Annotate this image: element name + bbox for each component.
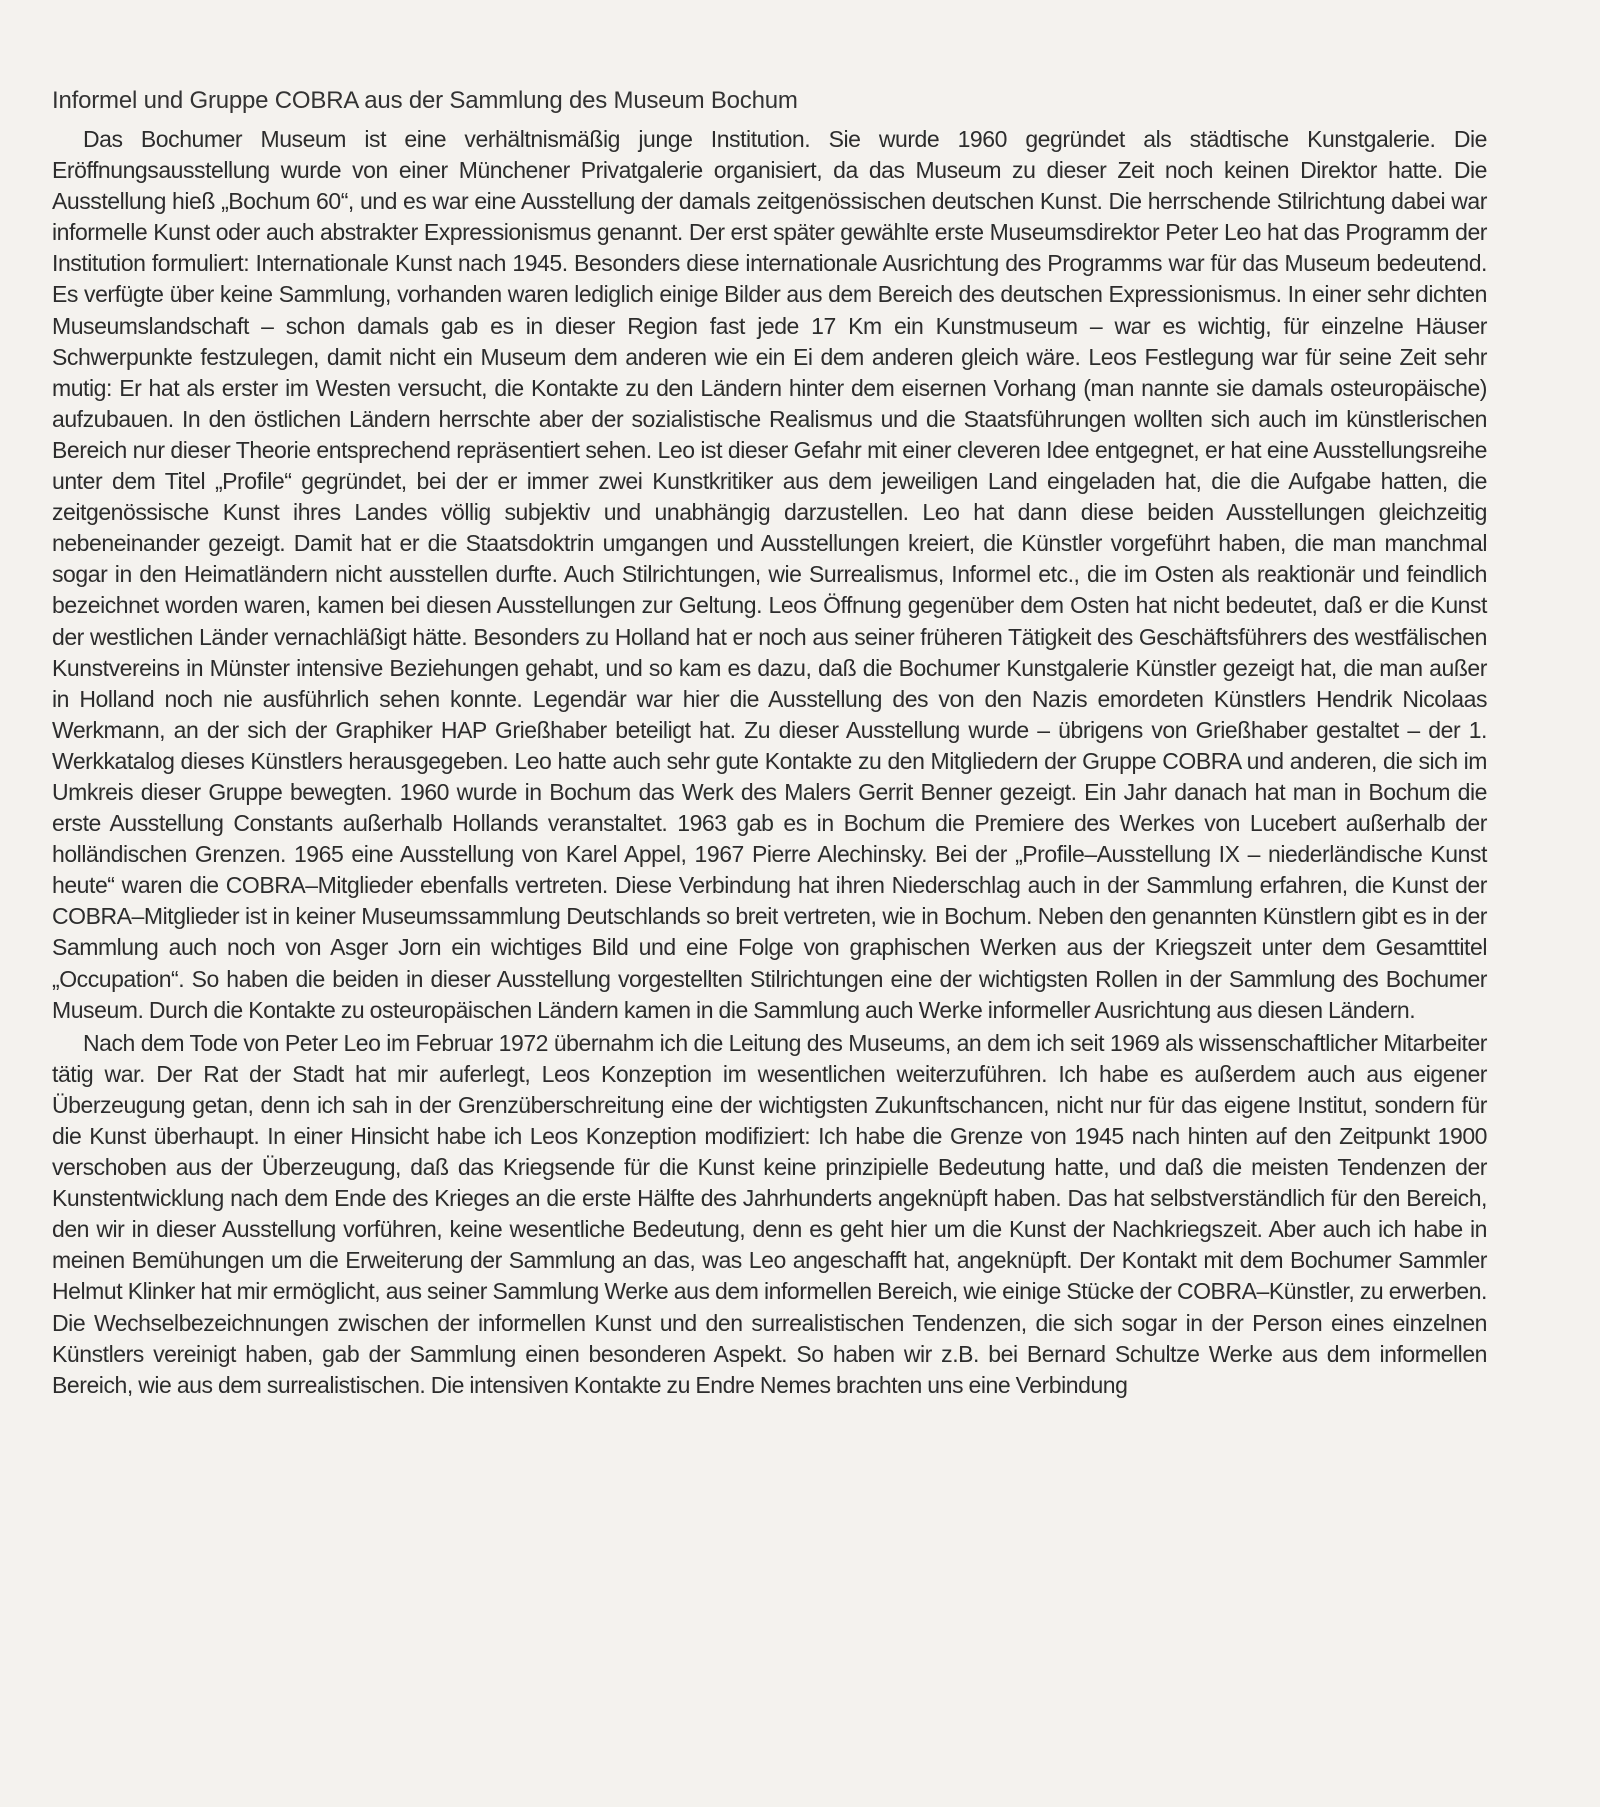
article-title: Informel und Gruppe COBRA aus der Sammlung des Museum Bochum	[52, 87, 798, 114]
body-paragraph-1: Das Bochumer Museum ist eine verhältnismäßig junge Institution. Sie wurde 1960 gegründet als städtische Kunstgalerie. Die Eröffnungsausstellung wurde von einer Münchener Privatgalerie organisiert, da das Museum zu dieser Zeit noch keinen Direktor hatte. Die Ausstellung hieß „Bochum 60“, und es war eine Ausstellung der damals zeitgenössischen deutschen Kunst. Die herrschende Stilrichtung dabei war informelle Kunst oder auch abstrakter Expressionismus genannt. Der erst später gewählte erste Museumsdirektor Peter Leo hat das Programm der Institution formuliert: Internationale Kunst nach 1945. Besonders diese internationale Ausrichtung des Programms war für das Museum bedeutend. Es verfügte über keine Sammlung, vorhanden waren lediglich einige Bilder aus dem Bereich des deutschen Expressionismus. In einer sehr dichten Museumslandschaft – schon damals gab es in dieser Region fast jede 17 Km ein Kunstmuseum – war es wichtig, für einzelne Häuser Schwerpunkte festzulegen, damit nicht ein Museum dem anderen wie ein Ei dem anderen gleich wäre. Leos Festlegung war für seine Zeit sehr mutig: Er hat als erster im Westen versucht, die Kontakte zu den Ländern hinter dem eisernen Vorhang (man nannte sie damals osteuropäische) aufzubauen. In den östlichen Ländern herrschte aber der sozialistische Realismus und die Staatsführungen wollten sich auch im künstlerischen Bereich nur dieser Theorie entsprechend repräsentiert sehen. Leo ist dieser Gefahr mit einer cleveren Idee entgegnet, er hat eine Ausstellungsreihe unter dem Titel „Profile“ gegründet, bei der er immer zwei Kunstkritiker aus dem jeweiligen Land eingeladen hat, die die Aufgabe hatten, die zeitgenössische Kunst ihres Landes völlig subjektiv und unabhängig darzustellen. Leo hat dann diese beiden Ausstellungen gleichzeitig nebeneinander gezeigt. Damit hat er die Staatsdoktrin umgangen und Ausstellungen kreiert, die Künstler vorgeführt haben, die man manchmal sogar in den Heimatländern nicht ausstellen durfte. Auch Stilrichtungen, wie Surrealismus, Informel etc., die im Osten als reaktionär und feindlich bezeichnet worden waren, kamen bei diesen Ausstellungen zur Geltung. Leos Öffnung gegenüber dem Osten hat nicht bedeutet, daß er die Kunst der westlichen Länder vernachläßigt hätte. Besonders zu Holland hat er noch aus seiner früheren Tätigkeit des Geschäftsführers des westfälischen Kunstvereins in Münster intensive Beziehungen gehabt, und so kam es dazu, daß die Bochumer Kunstgalerie Künstler gezeigt hat, die man außer in Holland noch nie ausführlich sehen konnte. Legendär war hier die Ausstellung des von den Nazis emordeten Künstlers Hendrik Nicolaas Werkmann, an der sich der Graphiker HAP Grießhaber beteiligt hat. Zu dieser Ausstellung wurde – übrigens von Grießhaber gestaltet – der 1. Werkkatalog dieses Künstlers herausgegeben. Leo hatte auch sehr gute Kontakte zu den Mitgliedern der Gruppe COBRA und anderen, die sich im Umkreis dieser Gruppe bewegten. 1960 wurde in Bochum das Werk des Malers Gerrit Benner gezeigt. Ein Jahr danach hat man in Bochum die erste Ausstellung Constants außerhalb Hollands veranstaltet. 1963 gab es in Bochum die Premiere des Werkes von Lucebert außerhalb der holländischen Grenzen. 1965 eine Ausstellung von Karel Appel, 1967 Pierre Alechinsky. Bei der „Profile–Ausstellung IX – niederländische Kunst heute“ waren die COBRA–Mitglieder ebenfalls vertreten. Diese Verbindung hat ihren Niederschlag auch in der Sammlung erfahren, die Kunst der COBRA–Mitglieder ist in keiner Museumssammlung Deutschlands so breit vertreten, wie in Bochum. Neben den genannten Künstlern gibt es in der Sammlung auch noch von Asger Jorn ein wichtiges Bild und eine Folge von graphischen Werken aus der Kriegszeit unter dem Gesamttitel „Occupation“. So haben die beiden in dieser Ausstellung vorgestellten Stilrichtungen eine der wichtigsten Rollen in der Sammlung des Bochumer Museum. Durch die Kontakte zu osteuropäischen Ländern kamen in die Sammlung auch Werke informeller Ausrichtung aus diesen Ländern.	[52, 126, 1487, 1023]
document-page	[52, 80, 1487, 1401]
body-paragraph-2: Nach dem Tode von Peter Leo im Februar 1972 übernahm ich die Leitung des Museums, an dem ich seit 1969 als wissenschaftlicher Mitarbeiter tätig war. Der Rat der Stadt hat mir auferlegt, Leos Konzeption im wesentlichen weiterzuführen. Ich habe es außerdem auch aus eigener Überzeugung getan, denn ich sah in der Grenzüberschreitung eine der wichtigsten Zukunftschancen, nicht nur für das eigene Institut, sondern für die Kunst überhaupt. In einer Hinsicht habe ich Leos Konzeption modifiziert: Ich habe die Grenze von 1945 nach hinten auf den Zeitpunkt 1900 verschoben aus der Überzeugung, daß das Kriegsende für die Kunst keine prinzipielle Bedeutung hatte, und daß die meisten Tendenzen der Kunstentwicklung nach dem Ende des Krieges an die erste Hälfte des Jahrhunderts angeknüpft haben. Das hat selbstverständlich für den Bereich, den wir in dieser Ausstellung vorführen, keine wesentliche Bedeutung, denn es geht hier um die Kunst der Nachkriegszeit. Aber auch ich habe in meinen Bemühungen um die Erweiterung der Sammlung an das, was Leo angeschafft hat, angeknüpft. Der Kontakt mit dem Bochumer Sammler Helmut Klinker hat mir ermöglicht, aus seiner Sammlung Werke aus dem informellen Bereich, wie einige Stücke der COBRA–Künstler, zu erwerben. Die Wechselbezeichnungen zwischen der informellen Kunst und den surrealistischen Tendenzen, die sich sogar in der Person eines einzelnen Künstlers vereinigt haben, gab der Sammlung einen besonderen Aspekt. So haben wir z.B. bei Bernard Schultze Werke aus dem informellen Bereich, wie aus dem surrealistischen. Die intensiven Kontakte zu Endre Nemes brachten uns eine Verbindung	[52, 1029, 1487, 1398]
